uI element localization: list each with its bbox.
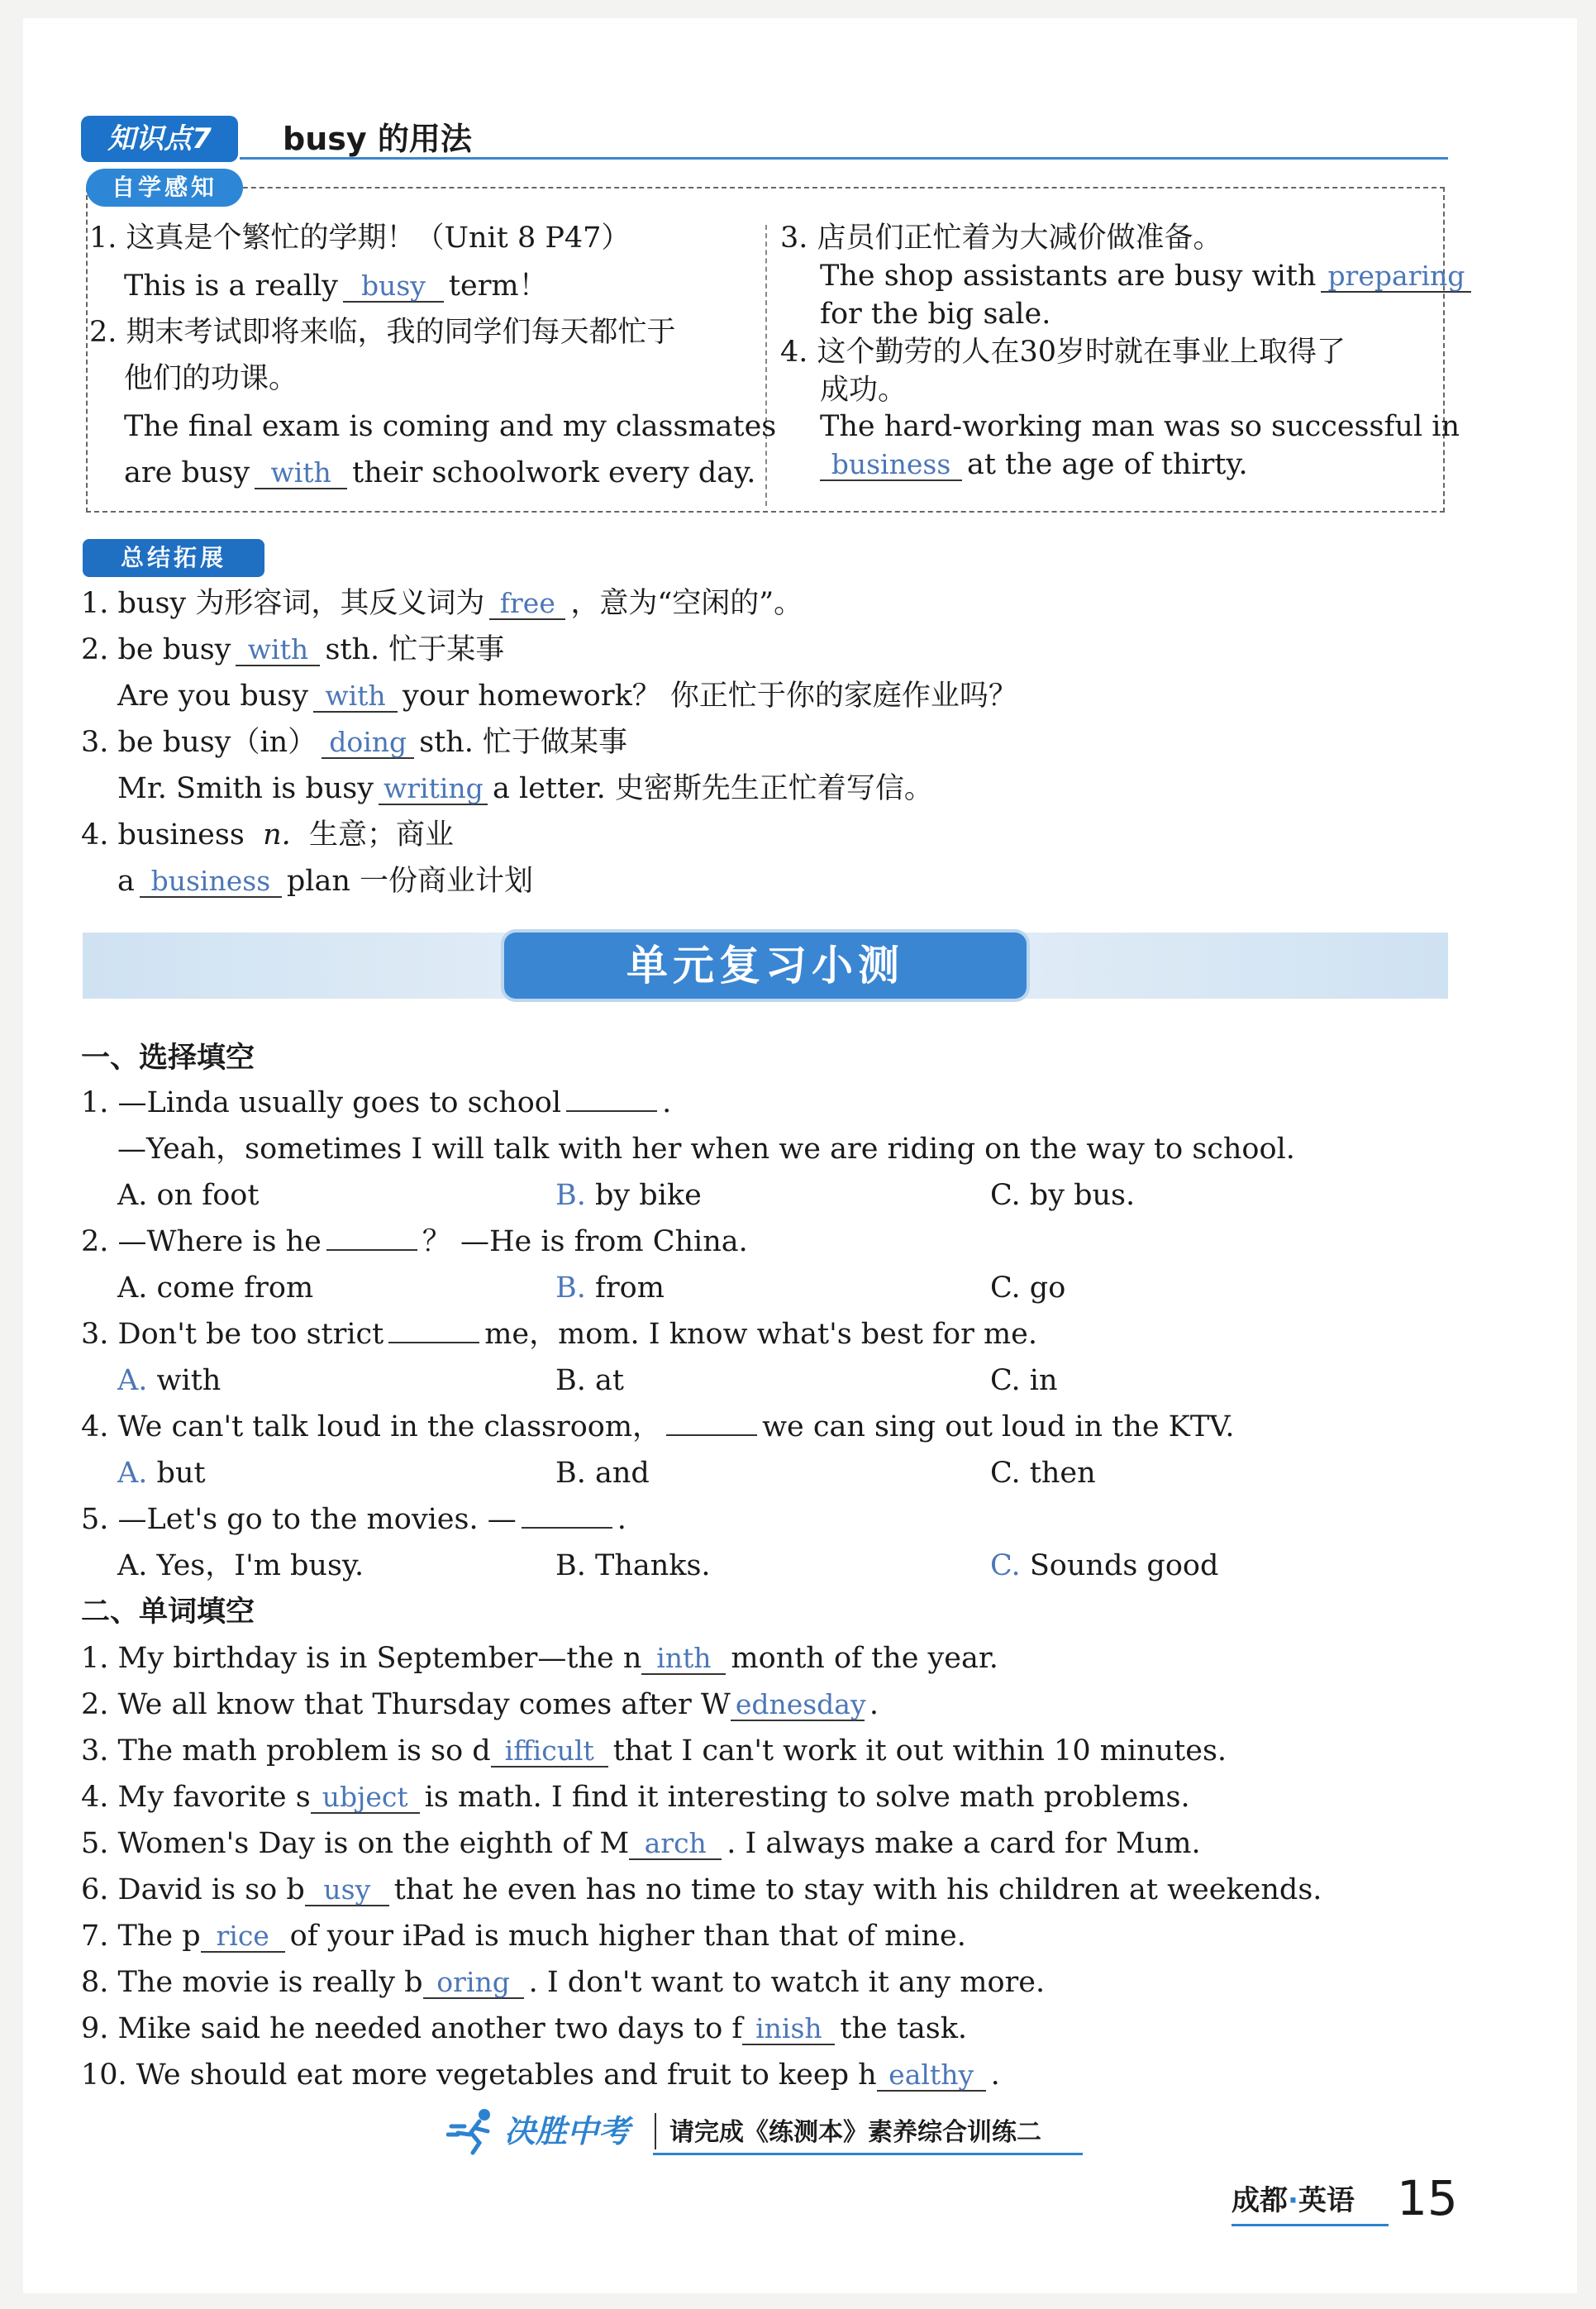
answer-blank: busy: [343, 271, 444, 303]
answer-blank: ednesday: [731, 1690, 865, 1721]
p2-item-1: 1. My birthday is in September—the n inth month of the year.: [81, 1642, 998, 1675]
answer-blank: usy: [305, 1875, 389, 1906]
summary-1: 1. busy 为形容词，其反义词为 free ，意为“空闲的”。: [81, 587, 803, 620]
p1-q1-option-c: C. by bus.: [990, 1179, 1136, 1212]
p1-q5-option-b: B. Thanks.: [555, 1549, 711, 1582]
p1-q2-option-b: B. from: [555, 1271, 665, 1305]
answer-blank: with: [313, 681, 398, 713]
answer-blank: business: [140, 866, 282, 898]
answer-blank: arch: [629, 1829, 722, 1860]
p1-q3-option-b: B. at: [555, 1364, 624, 1397]
p2-item-9: 9. Mike said he needed another two days to f inish the task.: [81, 2012, 968, 2045]
p1-q1-option-a: A. on foot: [117, 1179, 260, 1212]
self-q4-cn-2: 成功。: [820, 374, 908, 407]
page-rule: [1232, 2224, 1389, 2226]
p2-item-2: 2. We all know that Thursday comes after W ednesday .: [81, 1688, 879, 1721]
p1-q2: 2. —Where is he ？ —He is from China.: [81, 1225, 748, 1258]
summary-3-example: Mr. Smith is busy writing a letter. 史密斯先生正忙着写信。: [117, 772, 933, 805]
self-q1-cn: 1. 这真是个繁忙的学期！（Unit 8 P47）: [89, 222, 631, 255]
p2-item-3: 3. The math problem is so d ifficult that I can't work it out within 10 minutes.: [81, 1734, 1227, 1768]
self-q2-cn-2: 他们的功课。: [124, 362, 298, 395]
footer-logo: 决胜中考: [504, 2113, 631, 2149]
summary-2-example: Are you busy with your homework？ 你正忙于你的家庭作业吗？: [117, 680, 1017, 713]
answer-blank: inth: [641, 1643, 726, 1675]
unit-review-title: 单元复习小测: [504, 933, 1027, 999]
answer-blank: free: [489, 589, 565, 620]
p1-q2-option-c: C. go: [990, 1271, 1066, 1305]
answer-blank: ifficult: [491, 1736, 608, 1768]
page-label: 成都·英语: [1232, 2184, 1355, 2217]
self-q3-en: The shop assistants are busy with preparing: [820, 258, 1476, 294]
self-q4-en-1: The hard-working man was so successful in: [820, 410, 1460, 443]
p1-q5: 5. —Let's go to the movies. — .: [81, 1503, 626, 1536]
answer-blank: preparing: [1321, 261, 1471, 293]
p1-q5-option-c: C. Sounds good: [990, 1549, 1219, 1582]
summary-3: 3. be busy（in） doing sth. 忙于做某事: [81, 726, 628, 759]
answer-blank: with: [236, 635, 320, 666]
part1-heading: 一、选择填空: [81, 1042, 255, 1075]
p1-q3-option-a: A. with: [117, 1364, 222, 1397]
p1-q2-option-a: A. come from: [117, 1271, 314, 1305]
p1-q5-option-a: A. Yes，I'm busy.: [117, 1549, 364, 1582]
p2-item-4: 4. My favorite s ubject is math. I find it interesting to solve math problems.: [81, 1781, 1190, 1814]
footer-instruction: 请完成《练测本》素养综合训练二: [669, 2118, 1041, 2147]
self-q4-cn-1: 4. 这个勤劳的人在30岁时就在事业上取得了: [780, 336, 1346, 369]
p1-q4-option-c: C. then: [990, 1457, 1096, 1490]
knowledge-point-title: busy 的用法: [283, 121, 472, 157]
page-number: 15: [1397, 2170, 1458, 2226]
p2-item-6: 6. David is so b usy that he even has no time to stay with his children at weekends.: [81, 1873, 1322, 1906]
p1-q1: 1. —Linda usually goes to school .: [81, 1086, 672, 1119]
footer-rule: [653, 2153, 1083, 2155]
self-q4-en-2: business at the age of thirty.: [820, 446, 1248, 483]
p1-q3: 3. Don't be too strict me，mom. I know what's best for me.: [81, 1318, 1037, 1351]
p1-q4-option-a: A. but: [117, 1457, 206, 1490]
p1-q1-option-b: B. by bike: [555, 1179, 702, 1212]
p2-item-7: 7. The p rice of your iPad is much higher than that of mine.: [81, 1920, 966, 1953]
answer-blank: with: [255, 458, 347, 489]
answer-blank: business: [820, 450, 962, 481]
answer-blank: ubject: [311, 1782, 420, 1814]
answer-blank: inish: [742, 2014, 835, 2045]
answer-blank: rice: [201, 1921, 285, 1953]
footer-divider: [655, 2113, 656, 2149]
answer-blank: oring: [423, 1968, 524, 1999]
self-q3-en-2: for the big sale.: [820, 298, 1051, 331]
answer-blank: writing: [379, 774, 488, 805]
self-study-tag: 自学感知: [86, 169, 243, 207]
header-rule: [240, 157, 1448, 160]
answer-blank: doing: [322, 728, 414, 759]
knowledge-point-badge: 知识点7: [81, 116, 238, 162]
self-q3-cn: 3. 店员们正忙着为大减价做准备。: [780, 222, 1222, 255]
p1-q4-option-b: B. and: [555, 1457, 650, 1490]
self-q2-en-1: The final exam is coming and my classmates: [124, 410, 777, 443]
summary-4: 4. business n. 生意；商业: [81, 818, 455, 852]
p1-q3-option-c: C. in: [990, 1364, 1058, 1397]
part2-heading: 二、单词填空: [81, 1596, 255, 1629]
p1-q1-line2: —Yeah，sometimes I will talk with her when we are riding on the way to school.: [117, 1133, 1295, 1166]
self-study-divider: [765, 225, 767, 506]
p2-item-8: 8. The movie is really b oring . I don't want to watch it any more.: [81, 1966, 1046, 1999]
self-q2-en-2: are busy with their schoolwork every day.: [124, 456, 756, 489]
summary-4-example: a business plan 一份商业计划: [117, 865, 534, 898]
p2-item-5: 5. Women's Day is on the eighth of M arch . I always make a card for Mum.: [81, 1827, 1201, 1860]
p2-item-10: 10. We should eat more vegetables and fruit to keep h ealthy .: [81, 2059, 1000, 2092]
self-q2-cn-1: 2. 期末考试即将来临，我的同学们每天都忙于: [89, 316, 676, 349]
summary-2: 2. be busy with sth. 忙于某事: [81, 633, 505, 666]
answer-blank: ealthy: [877, 2060, 986, 2092]
p1-q4: 4. We can't talk loud in the classroom， we can sing out loud in the KTV.: [81, 1410, 1235, 1443]
summary-tag: 总结拓展: [83, 539, 264, 577]
self-q1-en: This is a really busy term！: [124, 270, 548, 303]
